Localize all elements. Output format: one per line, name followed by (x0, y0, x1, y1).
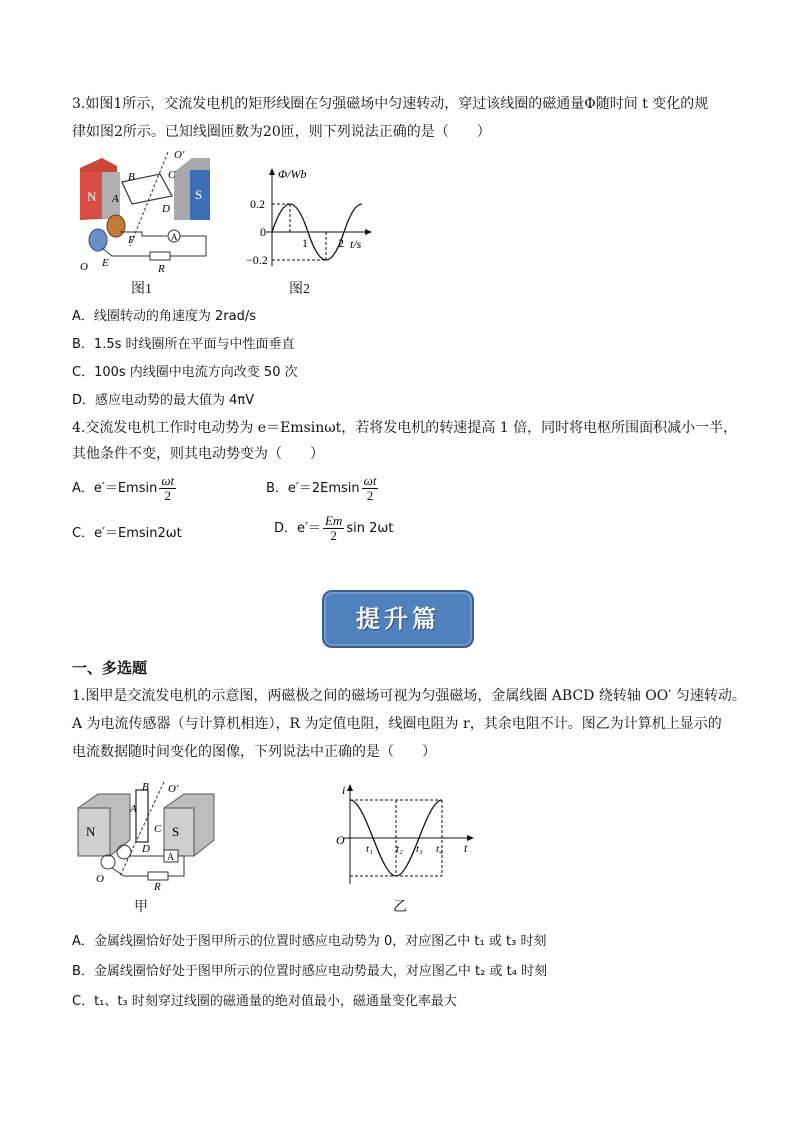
banner-title: 提升篇 (356, 605, 440, 633)
sensor-label: A (167, 852, 175, 863)
ytick-neg: −0.2 (246, 253, 268, 267)
label-d: D (162, 203, 170, 215)
mq1-stem-line3: 电流数据随时间变化的图像，下列说法中正确的是（ ） (72, 744, 436, 760)
x-axis-arrow (467, 835, 474, 841)
tick-t2: t₂ (396, 843, 403, 855)
x-axis-arrow (365, 229, 372, 235)
q4-option-d-text: D．e′＝ (274, 521, 321, 536)
frac-denominator: 2 (330, 528, 337, 543)
label-r: R (154, 881, 161, 892)
q4-option-a (72, 474, 178, 503)
q3-stem-line2: 律如图2所示。已知线圈匝数为20匝，则下列说法正确的是（ ） (72, 124, 491, 140)
label-n: N (87, 189, 97, 204)
xlabel: t (464, 841, 468, 855)
q4-option-b (266, 474, 380, 503)
q4-stem-line1: 4.交流发电机工作时电动势为 e＝Emsinωt，若将发电机的转速提高 1 倍，同时将电枢所围面积减小一半， (72, 420, 738, 436)
label-b: B (142, 781, 149, 793)
label-c: C (154, 823, 162, 835)
q4-option-b-fraction (362, 474, 379, 503)
q4-option-b-text: B．e′＝2Emsin (266, 481, 360, 496)
fig2-caption: 图2 (289, 282, 310, 297)
label-c: C (168, 169, 176, 181)
q4-option-d (274, 514, 393, 543)
slip-ring-2 (89, 229, 107, 251)
q4-stem-line2: 其他条件不变，则其电动势变为（ ） (72, 446, 324, 462)
q3-figure1-generator (72, 148, 222, 276)
tick-t4: t₄ (436, 843, 443, 855)
fig-yi-caption: 乙 (393, 900, 407, 915)
ammeter-label: A (171, 232, 178, 242)
ylabel: Φ/Wb (278, 167, 307, 181)
frac-denominator: 2 (164, 488, 171, 503)
q4-option-d-suffix: sin 2ωt (346, 521, 394, 536)
label-o-prime: O′ (168, 783, 179, 795)
slip-ring-1 (117, 845, 131, 859)
label-r: R (158, 263, 165, 275)
label-d: D (142, 843, 150, 855)
q4-option-c: C．e′＝Emsin2ωt (72, 526, 182, 541)
resistor-r (150, 252, 170, 260)
mq1-figure-jia-generator (72, 780, 222, 892)
origin-label: O (336, 833, 345, 847)
xtick-1: 1 (302, 236, 308, 250)
xlabel: t/s (350, 237, 362, 251)
ytick-zero: 0 (260, 225, 266, 239)
mq1-option-b: B．金属线圈恰好处于图甲所示的位置时感应电动势最大，对应图乙中 t₂ 或 t₄ 时刻 (72, 964, 548, 979)
q3-option-d: D．感应电动势的最大值为 4πV (72, 393, 255, 408)
q3-option-c: C．100s 内线圈中电流方向改变 50 次 (72, 365, 298, 380)
section-title: 一、多选题 (72, 659, 148, 677)
label-n: N (86, 824, 96, 839)
mq1-stem-line2: A 为电流传感器（与计算机相连），R 为定值电阻，线圈电阻为 r，其余电阻不计。图乙为计算机上显示的 (72, 716, 722, 732)
q3-option-b: B．1.5s 时线圈所在平面与中性面垂直 (72, 337, 295, 352)
q3-figure2-flux-graph (240, 166, 375, 270)
q4-option-a-text: A．e′＝Emsin (72, 481, 158, 496)
q3-option-a: A．线圈转动的角速度为 2rad/s (72, 309, 257, 324)
label-s: S (195, 187, 203, 202)
label-o: O (80, 261, 88, 273)
mq1-option-a: A．金属线圈恰好处于图甲所示的位置时感应电动势为 0，对应图乙中 t₁ 或 t₃ 时刻 (72, 934, 547, 949)
label-b: B (128, 171, 135, 183)
mq1-option-c: C．t₁、t₃ 时刻穿过线圈的磁通量的绝对值最小，磁通量变化率最大 (72, 994, 457, 1009)
label-e: E (102, 257, 109, 269)
resistor-r (148, 872, 168, 880)
slip-ring-2 (101, 855, 115, 869)
label-f: F (128, 234, 135, 246)
tick-t1: t₁ (366, 843, 373, 855)
mq1-stem-line1: 1.图甲是交流发电机的示意图，两磁极之间的磁场可视为匀强磁场，金属线圈 ABCD 绕转轴 OO′ 匀速转动。 (72, 688, 746, 704)
frac-numerator: ωt (161, 473, 175, 488)
y-axis-arrow (347, 784, 353, 791)
tick-t3: t₃ (416, 843, 423, 855)
ylabel: i (342, 783, 346, 797)
fig1-caption: 图1 (131, 282, 152, 297)
slip-ring-1 (107, 215, 125, 237)
q3-stem-line1: 3.如图1所示，交流发电机的矩形线圈在匀强磁场中匀速转动，穿过该线圈的磁通量Φ随时间 t 变化的规 (72, 96, 709, 112)
frac-numerator: ωt (363, 473, 377, 488)
coil-abcd (136, 790, 148, 842)
label-a: A (112, 193, 119, 205)
y-axis-arrow (269, 168, 275, 175)
section-banner (322, 590, 474, 648)
wire-bottom (102, 248, 150, 256)
frac-numerator: Em (324, 513, 343, 528)
label-a: A (130, 803, 137, 815)
q4-option-d-fraction (323, 514, 344, 543)
fig-jia-caption: 甲 (134, 900, 148, 915)
wire-bottom (112, 868, 148, 876)
q4-option-a-fraction (159, 474, 176, 503)
label-o: O (96, 873, 104, 885)
label-s: S (172, 824, 180, 839)
frac-denominator: 2 (366, 488, 374, 503)
mq1-figure-yi-current-graph (332, 782, 478, 886)
label-o-prime: O′ (174, 149, 185, 161)
xtick-2: 2 (338, 236, 344, 250)
ytick-pos: 0.2 (250, 197, 265, 211)
